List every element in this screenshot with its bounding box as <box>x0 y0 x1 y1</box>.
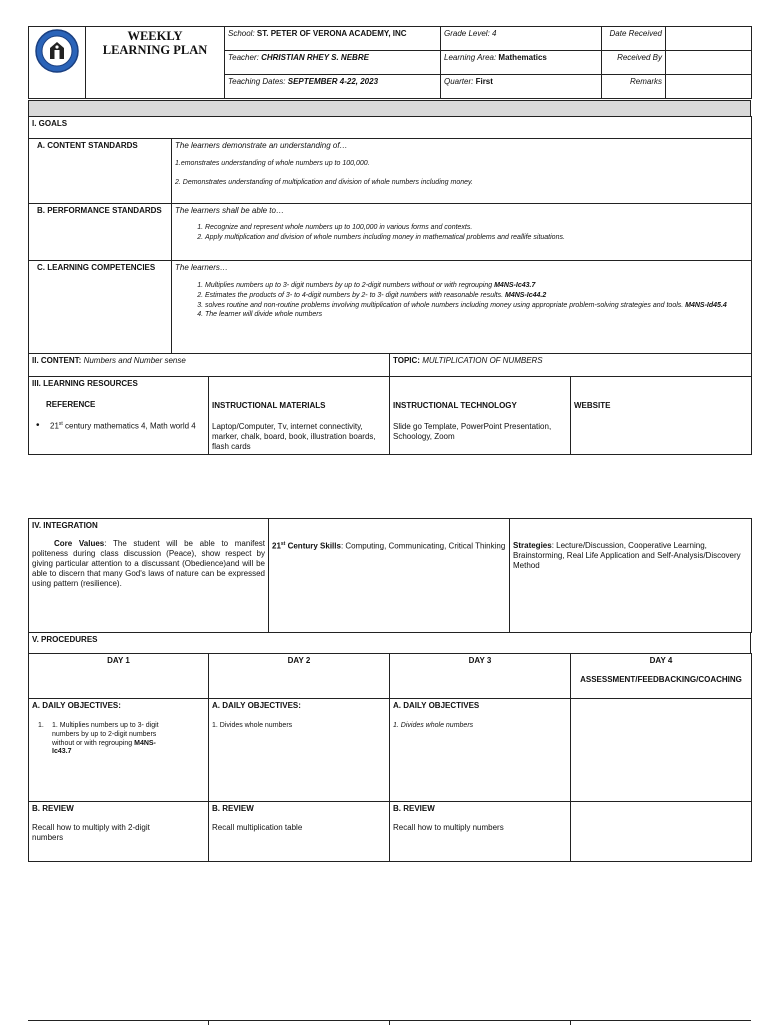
day-2-objectives: A. DAILY OBJECTIVES: 1. Divides whole numbers <box>209 699 390 802</box>
gray-divider <box>28 100 751 117</box>
website-cell <box>571 377 752 455</box>
day-1-header: DAY 1 <box>29 654 209 699</box>
performance-standard-item: 2. Apply multiplication and division of whole numbers including money in mathematical problems and reallife situations. <box>205 234 748 243</box>
area-value: Mathematics <box>498 53 547 62</box>
century-skills-text: : Computing, Communicating, Critical Thinking <box>340 541 506 551</box>
learning-competencies-label: C. LEARNING COMPETENCIES <box>29 261 172 354</box>
dates-label: Teaching Dates: <box>228 77 288 86</box>
strategies-cell <box>510 519 752 633</box>
learning-competencies-body <box>172 261 752 354</box>
quarter-cell <box>441 75 602 99</box>
core-values-text: Core Values: The student will be able to manifest politeness during class discussion (Peace), show respect by giving particular attention to a discussant (Obedience)and will be able to discern that many God's laws of nature can be expressed using pattern (resilience). <box>32 539 266 588</box>
content-standards-intro: The learners demonstrate an understanding of… <box>175 141 348 150</box>
content-value: Numbers and Number sense <box>83 356 186 365</box>
day-3-header: DAY 3 <box>390 654 571 699</box>
resources-table <box>28 376 752 455</box>
school-label: School: <box>228 29 257 38</box>
competency-item: 2. Estimates the products of 3- to 4-digit numbers by 2- to 3- digit numbers with reasonable results. M4NS-Ic44.2 <box>205 292 748 301</box>
gray-band <box>29 101 751 117</box>
century-skills-cell: 21st Century Skills: Computing, Communicating, Critical Thinking <box>269 519 510 633</box>
date-received-label: Date Received <box>602 27 666 51</box>
dates-cell <box>225 75 441 99</box>
materials-label: INSTRUCTIONAL MATERIALS <box>212 401 326 410</box>
day-2-review: B. REVIEW Recall multiplication table <box>209 802 390 862</box>
technology-label: INSTRUCTIONAL TECHNOLOGY <box>393 401 517 410</box>
quarter-label: Quarter: <box>444 77 476 86</box>
day-3-review: B. REVIEW Recall how to multiply numbers <box>390 802 571 862</box>
teacher-label: Teacher: <box>228 53 262 62</box>
content-topic-table <box>28 353 752 377</box>
core-values-cell <box>29 519 269 633</box>
day-2-review-text: Recall multiplication table <box>212 823 303 832</box>
school-value: ST. PETER OF VERONA ACADEMY, INC <box>256 29 407 38</box>
materials-cell <box>209 377 390 455</box>
school-seal-logo <box>34 28 80 74</box>
reference-label: REFERENCE <box>46 400 96 409</box>
competency-item: 4. The learner will divide whole numbers <box>205 311 748 320</box>
content-standards-line-2: 2. Demonstrates understanding of multiplication and division of whole numbers including money. <box>175 178 473 186</box>
remarks-label: Remarks <box>602 75 666 99</box>
content-standards-line-1: 1.emonstrates understanding of whole numbers up to 100,000. <box>175 160 370 167</box>
day-4-header: DAY 4 ASSESSMENT/FEEDBACKING/COACHING <box>571 654 752 699</box>
resources-heading: III. LEARNING RESOURCES <box>32 379 138 388</box>
dates-value: SEPTEMBER 4-22, 2023 <box>287 77 379 86</box>
competency-code: M4NS-Ic43.7 <box>494 282 536 289</box>
date-received-value <box>666 27 752 51</box>
received-by-label: Received By <box>602 51 666 75</box>
day-1-review-text: Recall how to multiply with 2-digit numbers <box>32 823 150 842</box>
strategies-label: Strategies <box>513 541 552 550</box>
procedures-heading-table <box>28 632 751 654</box>
next-table-edge <box>28 1020 751 1025</box>
competency-code: M4NS-Ic44.2 <box>504 291 547 299</box>
content-standards-body <box>172 139 752 204</box>
day-3-objective-item: 1. Divides whole numbers <box>393 722 474 729</box>
goals-table <box>28 116 752 354</box>
technology-value: Slide go Template, PowerPoint Presentation, Schoology, Zoom <box>393 422 552 441</box>
day-4-subheader: ASSESSMENT/FEEDBACKING/COACHING <box>580 675 742 684</box>
received-by-value <box>666 51 752 75</box>
header-table <box>28 26 752 99</box>
area-label: Learning Area: <box>444 53 499 62</box>
day-3-review-text: Recall how to multiply numbers <box>393 823 504 832</box>
topic-label: TOPIC: <box>393 356 423 365</box>
bullet-icon: • <box>36 420 40 431</box>
title-line-1: WEEKLY <box>127 29 183 43</box>
teacher-value: CHRISTIAN RHEY S. NEBRE <box>261 53 369 62</box>
day-1-review: B. REVIEW Recall how to multiply with 2-digit numbers <box>29 802 209 862</box>
teacher-cell <box>225 51 441 75</box>
plan-title <box>86 27 225 99</box>
topic-value: MULTIPLICATION OF NUMBERS <box>422 356 543 365</box>
reference-item: • 21st century mathematics 4, Math world 4 <box>36 420 196 431</box>
title-line-2: LEARNING PLAN <box>102 42 208 57</box>
learning-area-cell <box>441 51 602 75</box>
day-1-objectives: A. DAILY OBJECTIVES: 1. 1. Multiplies numbers up to 3- digit numbers by up to 2-digit numbers without or with regrouping M4NS-Ic43.7 <box>29 699 209 802</box>
day-4-review <box>571 802 752 862</box>
school-cell <box>225 27 441 51</box>
day-2-objective-item: 1. Divides whole numbers <box>212 722 293 729</box>
website-label: WEBSITE <box>574 401 611 410</box>
strategies-text: : Lecture/Discussion, Cooperative Learning, Brainstorming, Real Life Application and Self-Analysis/Discovery Method <box>513 541 741 570</box>
technology-cell <box>390 377 571 455</box>
quarter-value: First <box>475 77 493 86</box>
performance-standards-label: B. PERFORMANCE STANDARDS <box>29 204 172 261</box>
remarks-value <box>666 75 752 99</box>
reference-cell <box>29 377 209 455</box>
school-logo-cell <box>29 27 86 99</box>
materials-value: Laptop/Computer, Tv, internet connectivity, marker, chalk, board, book, illustration boards, flash cards <box>212 422 376 451</box>
performance-standards-intro: The learners shall be able to… <box>175 206 284 215</box>
goals-heading: I. GOALS <box>29 117 752 139</box>
performance-standard-item: 1. Recognize and represent whole numbers up to 100,000 in various forms and contexts. <box>205 224 748 233</box>
content-standards-label: A. CONTENT STANDARDS <box>29 139 172 204</box>
competency-code: M4NS-Id45.4 <box>685 301 727 309</box>
performance-standards-body <box>172 204 752 261</box>
topic-cell <box>390 354 752 377</box>
day-4-objectives <box>571 699 752 802</box>
integration-table <box>28 518 752 633</box>
content-cell <box>29 354 390 377</box>
day-2-header: DAY 2 <box>209 654 390 699</box>
day-1-objective-item: 1. 1. Multiplies numbers up to 3- digit numbers by up to 2-digit numbers without or with regrouping M4NS-Ic43.7 <box>38 722 159 756</box>
grade-level: Grade Level: 4 <box>441 27 602 51</box>
competencies-intro: The learners… <box>175 263 228 272</box>
competency-item: 3. solves routine and non-routine problems involving multiplication of whole numbers including money using appropriate problem-solving strategies and tools. M4NS-Id45.4 <box>205 302 748 311</box>
day-3-objectives: A. DAILY OBJECTIVES 1. Divides whole numbers <box>390 699 571 802</box>
procedures-table <box>28 653 752 862</box>
integration-heading: IV. INTEGRATION <box>32 521 98 530</box>
content-label: II. CONTENT: <box>32 356 84 365</box>
procedures-heading: V. PROCEDURES <box>29 633 751 654</box>
competency-item: 1. Multiplies numbers up to 3- digit numbers by up to 2-digit numbers without or with regrouping M4NS-Ic43.7 <box>205 282 748 291</box>
